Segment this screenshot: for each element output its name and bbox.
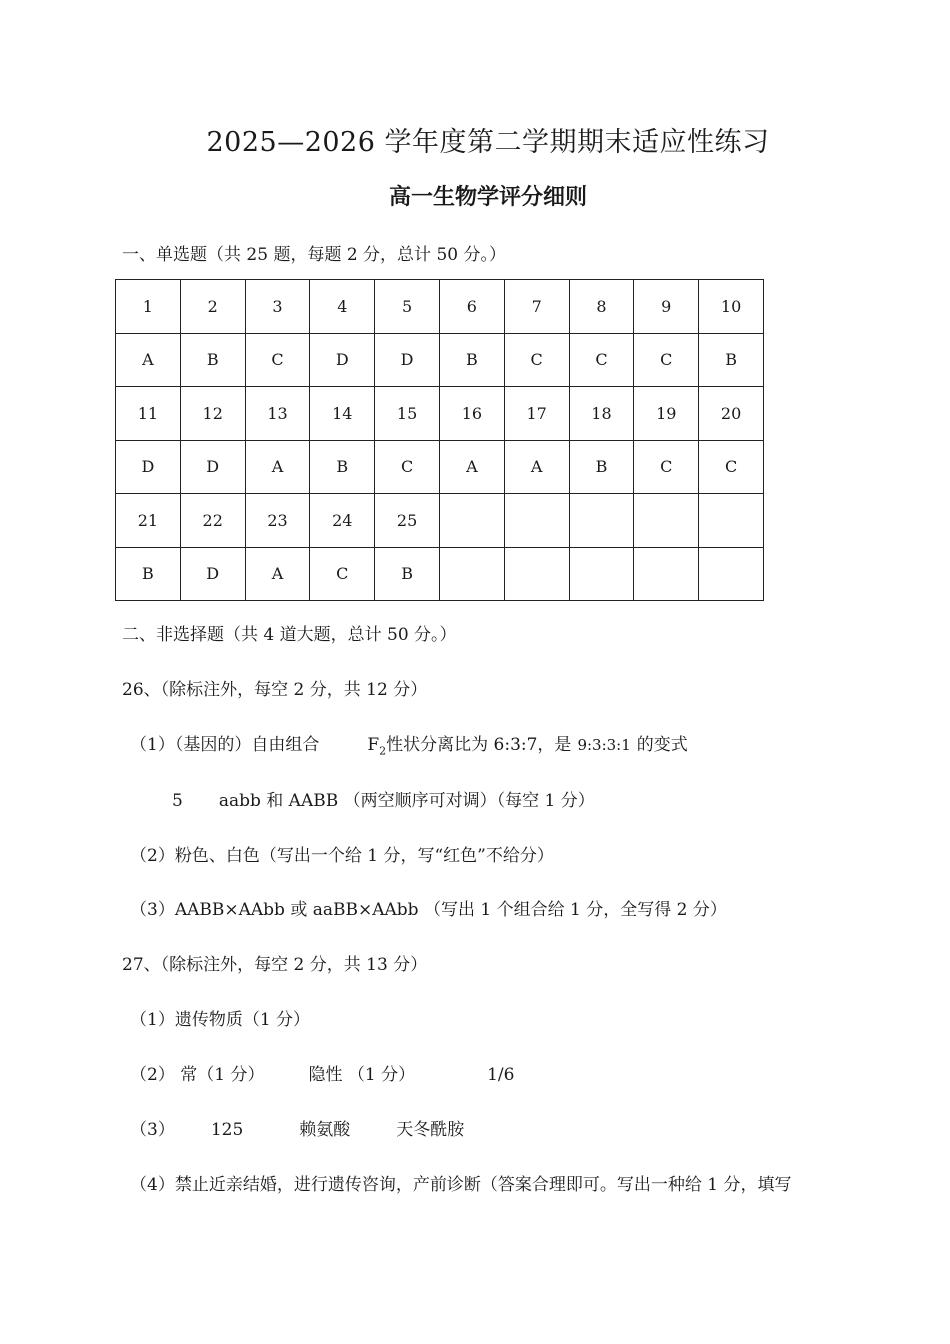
table-cell: B: [116, 547, 181, 601]
table-cell: 16: [439, 387, 504, 441]
answer-table: [115, 279, 764, 601]
q27-part2-b: 隐性 （1 分）: [308, 1065, 416, 1085]
table-cell: D: [310, 333, 375, 387]
table-cell: 25: [375, 494, 440, 548]
table-row: [116, 494, 764, 548]
q26-part2: （2）粉色、白色（写出一个给 1 分，写“红色”不给分）: [130, 846, 554, 866]
table-cell: A: [439, 440, 504, 494]
table-cell: B: [375, 547, 440, 601]
q27-part4: （4）禁止近亲结婚，进行遗传咨询，产前诊断（答案合理即可。写出一种给 1 分，填写: [130, 1175, 792, 1195]
table-cell: C: [504, 333, 569, 387]
table-cell: [439, 494, 504, 548]
table-cell: 17: [504, 387, 569, 441]
q26-part1-line2-a: 5: [172, 791, 183, 811]
table-cell: D: [375, 333, 440, 387]
table-cell: [504, 547, 569, 601]
table-cell: 3: [245, 280, 310, 334]
table-cell: 9: [634, 280, 699, 334]
table-cell: 8: [569, 280, 634, 334]
table-cell: 23: [245, 494, 310, 548]
q26-part1-a: （1）（基因的）自由组合: [130, 735, 320, 755]
table-cell: D: [116, 440, 181, 494]
table-cell: [699, 547, 764, 601]
table-cell: B: [439, 333, 504, 387]
table-cell: [699, 494, 764, 548]
table-cell: B: [569, 440, 634, 494]
q26-part1-line2-b: aabb 和 AABB （两空顺序可对调）（每空 1 分）: [218, 791, 595, 811]
table-cell: B: [310, 440, 375, 494]
table-cell: [634, 547, 699, 601]
q27-part1: （1）遗传物质（1 分）: [130, 1010, 311, 1030]
q26-part1-line2: [172, 786, 595, 811]
q26-part1: [130, 730, 688, 757]
table-cell: 4: [310, 280, 375, 334]
q27-part3-d: 天冬酰胺: [396, 1120, 465, 1140]
table-cell: B: [180, 333, 245, 387]
q27-part3-c: 赖氨酸: [299, 1120, 351, 1140]
table-cell: 7: [504, 280, 569, 334]
q26-heading: 26、（除标注外，每空 2 分，共 12 分）: [122, 680, 428, 700]
table-cell: [504, 494, 569, 548]
table-cell: D: [180, 440, 245, 494]
q27-part3-b: 125: [210, 1120, 244, 1140]
table-row: [116, 280, 764, 334]
table-cell: 13: [245, 387, 310, 441]
table-cell: 21: [116, 494, 181, 548]
table-cell: [439, 547, 504, 601]
table-cell: B: [699, 333, 764, 387]
q26-part1-c: 9:3:3:1: [577, 736, 631, 754]
table-row: [116, 547, 764, 601]
table-cell: A: [245, 440, 310, 494]
table-cell: 10: [699, 280, 764, 334]
table-cell: 19: [634, 387, 699, 441]
table-cell: 15: [375, 387, 440, 441]
page-subtitle: 高一生物学评分细则: [388, 185, 587, 210]
table-cell: 24: [310, 494, 375, 548]
table-cell: A: [504, 440, 569, 494]
table-cell: 2: [180, 280, 245, 334]
table-cell: 1: [116, 280, 181, 334]
table-row: [116, 440, 764, 494]
table-cell: 14: [310, 387, 375, 441]
table-cell: 11: [116, 387, 181, 441]
table-cell: 20: [699, 387, 764, 441]
table-row: [116, 333, 764, 387]
q26-part1-d: 的变式: [636, 735, 688, 755]
q26-part1-sub: 2: [379, 744, 387, 758]
q26-part1-b: 性状分离比为 6:3:7，是: [386, 735, 572, 755]
table-cell: [569, 547, 634, 601]
q27-part2: [130, 1060, 514, 1085]
section1-heading: 一、单选题（共 25 题，每题 2 分，总计 50 分。）: [122, 245, 507, 265]
table-cell: [634, 494, 699, 548]
table-cell: [569, 494, 634, 548]
table-cell: A: [245, 547, 310, 601]
table-cell: 22: [180, 494, 245, 548]
q26-part1-f: F: [367, 735, 380, 755]
table-cell: 6: [439, 280, 504, 334]
table-row: [116, 387, 764, 441]
table-cell: A: [116, 333, 181, 387]
q27-part3: [130, 1115, 464, 1140]
q27-part2-a: （2） 常（1 分）: [130, 1065, 265, 1085]
table-cell: C: [634, 440, 699, 494]
section2-heading: 二、非选择题（共 4 道大题，总计 50 分。）: [122, 625, 457, 645]
table-cell: C: [634, 333, 699, 387]
table-cell: 18: [569, 387, 634, 441]
q27-heading: 27、（除标注外，每空 2 分，共 13 分）: [122, 955, 428, 975]
table-cell: C: [375, 440, 440, 494]
table-cell: C: [699, 440, 764, 494]
q26-part3: （3）AABB×AAbb 或 aaBB×AAbb （写出 1 个组合给 1 分，全写得 2 分）: [130, 900, 727, 920]
table-cell: D: [180, 547, 245, 601]
q27-part2-c: 1/6: [487, 1065, 515, 1085]
table-cell: 12: [180, 387, 245, 441]
table-cell: C: [245, 333, 310, 387]
table-cell: C: [569, 333, 634, 387]
table-cell: 5: [375, 280, 440, 334]
q27-part3-a: （3）: [130, 1120, 175, 1140]
page-title: 2025—2026 学年度第二学期期末适应性练习: [206, 127, 770, 158]
table-cell: C: [310, 547, 375, 601]
